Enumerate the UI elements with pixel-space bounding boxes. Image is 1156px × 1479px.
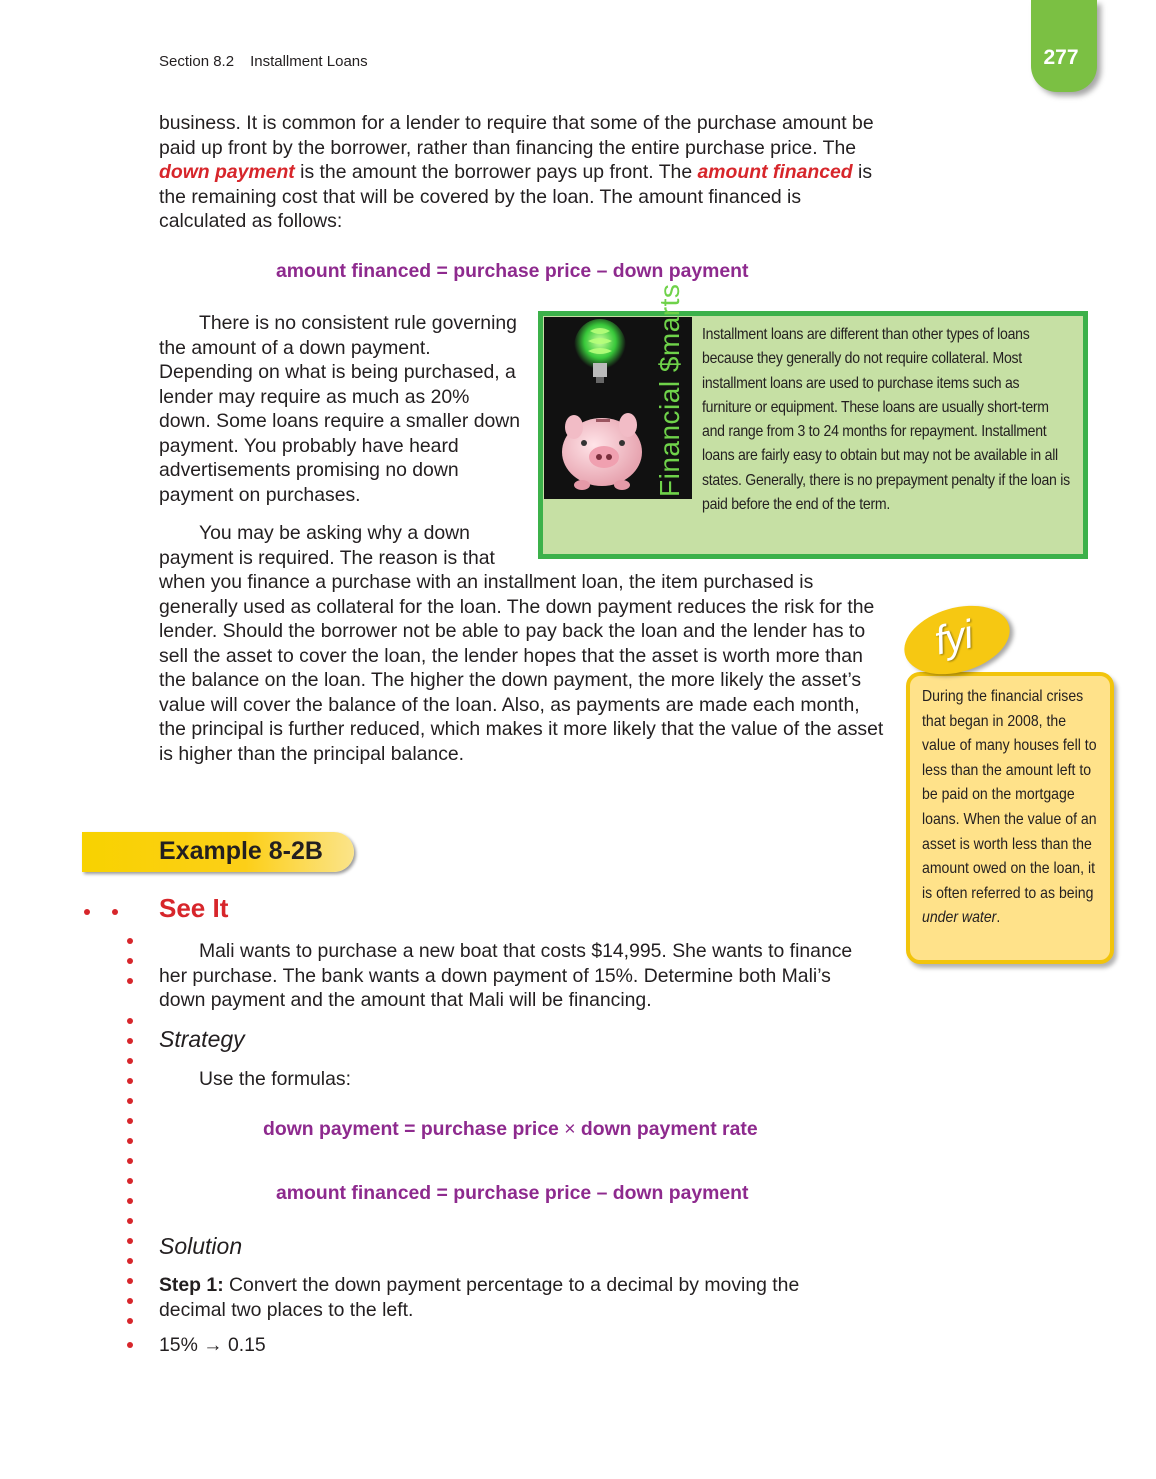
term-down-payment: down payment xyxy=(159,161,295,183)
fyi-label: fyi xyxy=(930,612,977,664)
margin-dot xyxy=(127,938,133,944)
page-number: 277 xyxy=(1043,46,1079,69)
fyi-text xyxy=(922,685,1098,931)
margin-dot xyxy=(127,1018,133,1024)
strategy-text: Use the formulas: xyxy=(199,1068,351,1090)
margin-dot xyxy=(127,1078,133,1084)
margin-dot xyxy=(127,1278,133,1284)
margin-dot xyxy=(84,909,90,915)
term-amount-financed: amount financed xyxy=(697,161,853,183)
section-number: Section 8.2 xyxy=(159,53,235,70)
strategy-heading: Strategy xyxy=(159,1026,245,1052)
margin-dot xyxy=(127,1098,133,1104)
financial-smarts-text: Installment loans are different than other types of loans because they generally do not require collateral. Most installment loans are used to purchase items such as furniture or equipment. These loans are usually short-term and range from 3 to 24 months for repayment. Installment loans are fairly easy to obtain but may not be available in all states. Generally, there is no prepayment penalty if the loan is paid before the end of the term. xyxy=(702,326,1070,514)
step-1 xyxy=(159,1273,859,1322)
step-1-text: Convert the down payment percentage to a decimal by moving the decimal two places to the left. xyxy=(159,1274,800,1321)
section-title: Installment Loans xyxy=(250,53,368,70)
formula-amount-financed: amount financed = purchase price – down payment xyxy=(276,260,749,282)
margin-dot xyxy=(127,1118,133,1124)
fyi-text-main: During the financial crises that began in 2008, the value of many houses fell to less than the amount left to be paid on the mortgage loans. When the value of an asset is worth less than the amount owed on the loan, it is often referred to as being xyxy=(922,688,1097,902)
margin-dot xyxy=(127,1218,133,1224)
running-header xyxy=(159,53,368,70)
financial-smarts-label: Financial $marts xyxy=(654,283,685,497)
example-title: Example 8-2B xyxy=(159,837,323,865)
step-1-label: Step 1: xyxy=(159,1274,224,1296)
paragraph-why-down-payment-start: You may be asking why a down payment is required. The reason is that xyxy=(159,522,495,569)
paragraph-down-payment-rule: There is no consistent rule governing the amount of a down payment. Depending on what is being purchased, a lender may require as much as 20% down. Some loans require a smaller down payment. You probably have heard advertisements promising no down payment on purchases. xyxy=(159,312,521,506)
formula1-part-b: down payment rate xyxy=(575,1118,758,1140)
example-problem: Mali wants to purchase a new boat that costs $14,995. She wants to finance her purchase. The bank wants a down payment of 15%. Determine both Mali’s down payment and the amount that Mali will be financing. xyxy=(159,940,853,1011)
formula-amount-financed-2: amount financed = purchase price – down payment xyxy=(276,1182,749,1204)
see-it-heading: See It xyxy=(159,893,229,923)
step-1-result: 15% → 0.15 xyxy=(159,1334,266,1356)
margin-dot xyxy=(127,1138,133,1144)
intro-text-c: is the remaining cost that will be covered by the loan. The amount financed is calculated as follows: xyxy=(159,161,873,232)
margin-dot xyxy=(127,1198,133,1204)
multiply-sign: × xyxy=(564,1118,576,1140)
intro-text-a: business. It is common for a lender to require that some of the purchase amount be paid up front by the borrower, rather than financing the entire purchase price. The xyxy=(159,112,874,159)
formula1-part-a: down payment = purchase price xyxy=(263,1118,565,1140)
margin-dot xyxy=(127,958,133,964)
margin-dot xyxy=(112,909,118,915)
margin-dot xyxy=(127,1038,133,1044)
margin-dot xyxy=(127,1058,133,1064)
margin-dot xyxy=(127,1318,133,1324)
margin-dot xyxy=(127,1158,133,1164)
intro-text-b: is the amount the borrower pays up front. The xyxy=(294,161,698,183)
solution-heading: Solution xyxy=(159,1233,243,1259)
formula-down-payment xyxy=(263,1118,758,1141)
margin-dot xyxy=(127,1342,133,1348)
margin-dot xyxy=(127,1238,133,1244)
intro-paragraph xyxy=(159,111,887,234)
fyi-text-end: . xyxy=(996,909,1001,927)
margin-dot xyxy=(127,1178,133,1184)
margin-dot xyxy=(127,1298,133,1304)
margin-dot xyxy=(127,978,133,984)
margin-dot xyxy=(127,1258,133,1264)
paragraph-why-down-payment: when you finance a purchase with an installment loan, the item purchased is generally used as collateral for the loan. The down payment reduces the risk for the lender. Should the borrower not be able to pay back the loan and the lender has to sell the asset to cover the loan, the lender hopes that the asset is worth more than the balance on the loan. The higher the down payment, the more likely the asset’s value will cover the balance of the loan. Also, as payments are made each month, the principal is further reduced, which makes it more likely that the value of the asset is higher than the principal balance. xyxy=(159,571,884,765)
fyi-text-emphasis: under water xyxy=(922,909,997,927)
